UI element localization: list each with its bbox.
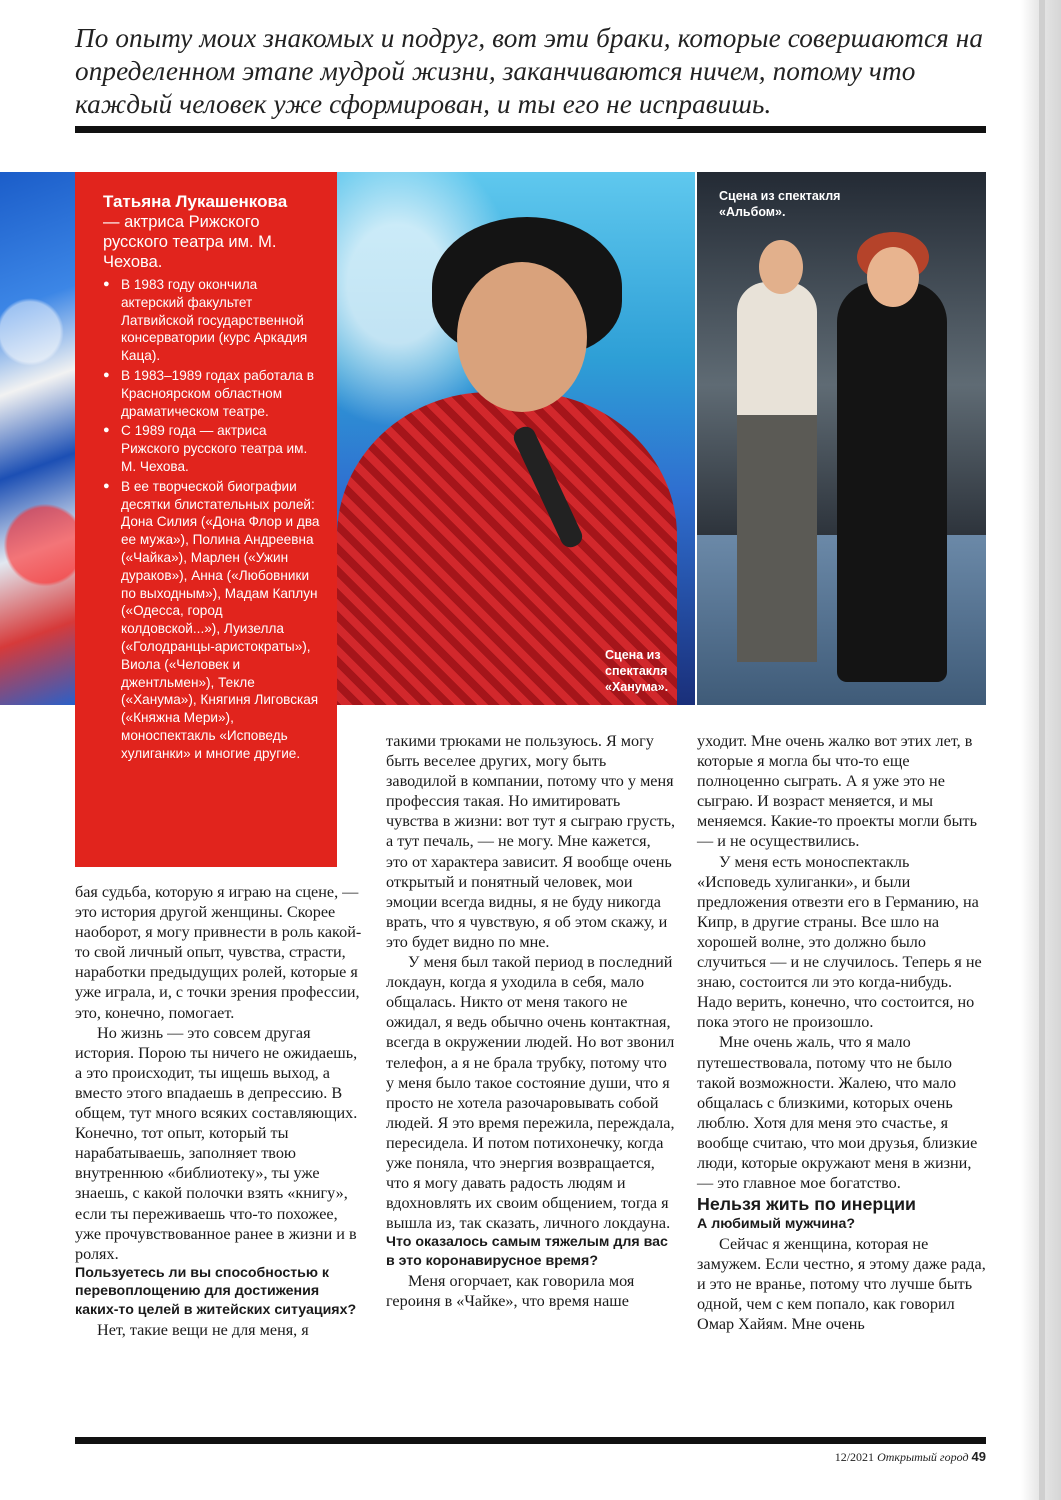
bio-item: ● В 1983–1989 годах работала в Красноярском областном драматическом театре. xyxy=(103,367,323,420)
photo-actor-body xyxy=(737,282,817,662)
bio-name: Татьяна Лукашенкова xyxy=(103,192,288,211)
bio-item: ● В 1983 году окончила актерский факультет Латвийской государственной консерватории (курс Аркадия Каца). xyxy=(103,276,323,365)
page-number: 49 xyxy=(971,1449,986,1464)
paragraph: У меня был такой период в последний локдаун, когда я уходила в себя, мало общалась. Никто от меня такого не ожидал, я ведь обычно очень контактная, всегда в окружении людей. Но вот звонил телефон, а я не брала трубку, потому что у меня было такое состояние души, что я просто не хотела разочаровывать собой людей. Я это время пережила, переждала, пересидела. И потом потихонечку, когда уже поняла, что энергия возвращается, что я могу давать радость людям и вдохновлять их своим общением, тогда я вышла из, так сказать, личного локдауна. xyxy=(386,953,675,1233)
interview-question: А любимый мужчина? xyxy=(697,1216,856,1233)
photo-actress-face xyxy=(457,262,587,412)
page-edge-strip xyxy=(1039,0,1045,1500)
page-footer xyxy=(835,1449,986,1465)
photo-actress-coat xyxy=(837,282,947,682)
bio-role: — актриса Рижского русского театра им. М. Чехова. xyxy=(103,213,277,271)
paragraph: Нет, такие вещи не для меня, я xyxy=(97,1320,309,1339)
paragraph: Мне очень жаль, что я мало путешествовала, потому что не было такой возможности. Жалею, что мало общалась с близкими, которых очень люблю. Хотя для меня это счастье, я вообще считаю, что мои друзья, близкие люди, которые окружают меня в жизни, — это главное мое богатство. xyxy=(697,1033,978,1193)
caption-album: Сцена из спектакля «Альбом». xyxy=(719,189,841,219)
column-1 xyxy=(75,882,365,1340)
footer-magazine: Открытый город xyxy=(877,1450,969,1464)
bio-item: ● В ее творческой биографии десятки блистательных ролей: Дона Силия («Дона Флор и два ее мужа»), Полина Андреевна («Чайка»), Марлен («Ужин дураков»), Анна («Любовники по выходным»), Мадам Каплун («Одесса, город колдовской...»), Луизелла («Голодранцы-аристократы»), Виола («Человек и джентльмен»), Текле («Ханума»), Княгиня Лиговская («Княжна Мери»), моноспектакль «Исповедь хулиганки» и многие другие. xyxy=(103,478,323,763)
paragraph: Меня огорчает, как говорила моя героиня в «Чайке», что время наше xyxy=(386,1271,635,1310)
bio-list xyxy=(112,276,323,763)
photo-album xyxy=(697,172,986,705)
paragraph: Но жизнь — это совсем другая история. Порою ты ничего не ожидаешь, а это происходит, ты ищешь выход, а вместо этого впадаешь в депрессию. В общем, тут много всяких составляющих. Конечно, тот опыт, который ты нарабатываешь, заполняет твою внутреннюю «библиотеку», ты уже знаешь, с какой полочки взять «книгу», если ты переживаешь что-то похожее, уже прочувствованное ранее в жизни и в ролях. xyxy=(75,1023,358,1263)
photo-hanuma xyxy=(337,172,695,705)
interview-question: Что оказалось самым тяжелым для вас в это коронавирусное время? xyxy=(386,1234,668,1269)
photo-actor-face xyxy=(759,240,803,294)
top-rule xyxy=(75,126,986,133)
section-heading: Нельзя жить по инерции xyxy=(697,1194,916,1215)
paragraph: уходит. Мне очень жалко вот этих лет, в которые я могла бы что-то еще полноценно сыграть. А я уже это не сыграю. И возраст меняется, и мы меняемся. Какие-то проекты могли быть — и не осуществились. xyxy=(697,732,977,851)
paragraph: У меня есть моноспектакль «Исповедь хулиганки», и были предложения отвезти его в Германию, на Кипр, в другие страны. Все шло на хорошей волне, это должно было случиться — и не случилось. Теперь я не знаю, состоится ли это когда-нибудь. Надо верить, конечно, что состоится, но пока этого не произошло. xyxy=(697,852,982,1032)
pull-quote: По опыту моих знакомых и подруг, вот эти браки, которые совершаются на определенном этапе мудрой жизни, заканчиваются ничем, потому что каждый человек уже сформирован, и ты его не исправишь. xyxy=(75,23,984,119)
bio-box xyxy=(75,172,337,867)
paragraph: бая судьба, которую я играю на сцене, — это история другой женщины. Скорее наоборот, я могу привнести в роль какой-то свой личный опыт, чувства, страсти, наработки предыдущих ролей, которые я уже играла, и, с точки зрения профессии, это, конечно, помогает. xyxy=(75,883,362,1022)
page-edge xyxy=(1021,0,1061,1500)
column-2 xyxy=(386,731,676,1311)
paragraph: Сейчас я женщина, которая не замужем. Если честно, я этому даже рада, и это не вранье, потому что лучше быть одной, чем с кем попало, как говорил Омар Хайям. Мне очень xyxy=(697,1234,986,1334)
interview-question: Пользуетесь ли вы способностью к перевоплощению для достижения каких-то целей в житейских ситуациях? xyxy=(75,1264,357,1318)
footer-issue: 12/2021 xyxy=(834,1450,875,1464)
bio-item: ● С 1989 года — актриса Рижского русского театра им. М. Чехова. xyxy=(103,422,323,475)
photo-left-abstract xyxy=(0,172,75,705)
column-3 xyxy=(697,731,986,1334)
caption-hanuma: Сцена из спектакля «Ханума». xyxy=(605,648,669,694)
paragraph: такими трюками не пользуюсь. Я могу быть веселее других, могу быть заводилой в компании, потому что у меня профессия такая. Но имитировать чувства в жизни: вот тут я сыграю грусть, а тут печаль, — не могу. Мне кажется, это от характера зависит. Я вообще очень открытый и понятный человек, мои эмоции всегда видны, я не буду никогда врать, что я чувствую, я об этом скажу, и это будет видно по мне. xyxy=(386,732,676,951)
bottom-rule xyxy=(75,1437,986,1444)
photo-actress-face xyxy=(867,247,919,307)
